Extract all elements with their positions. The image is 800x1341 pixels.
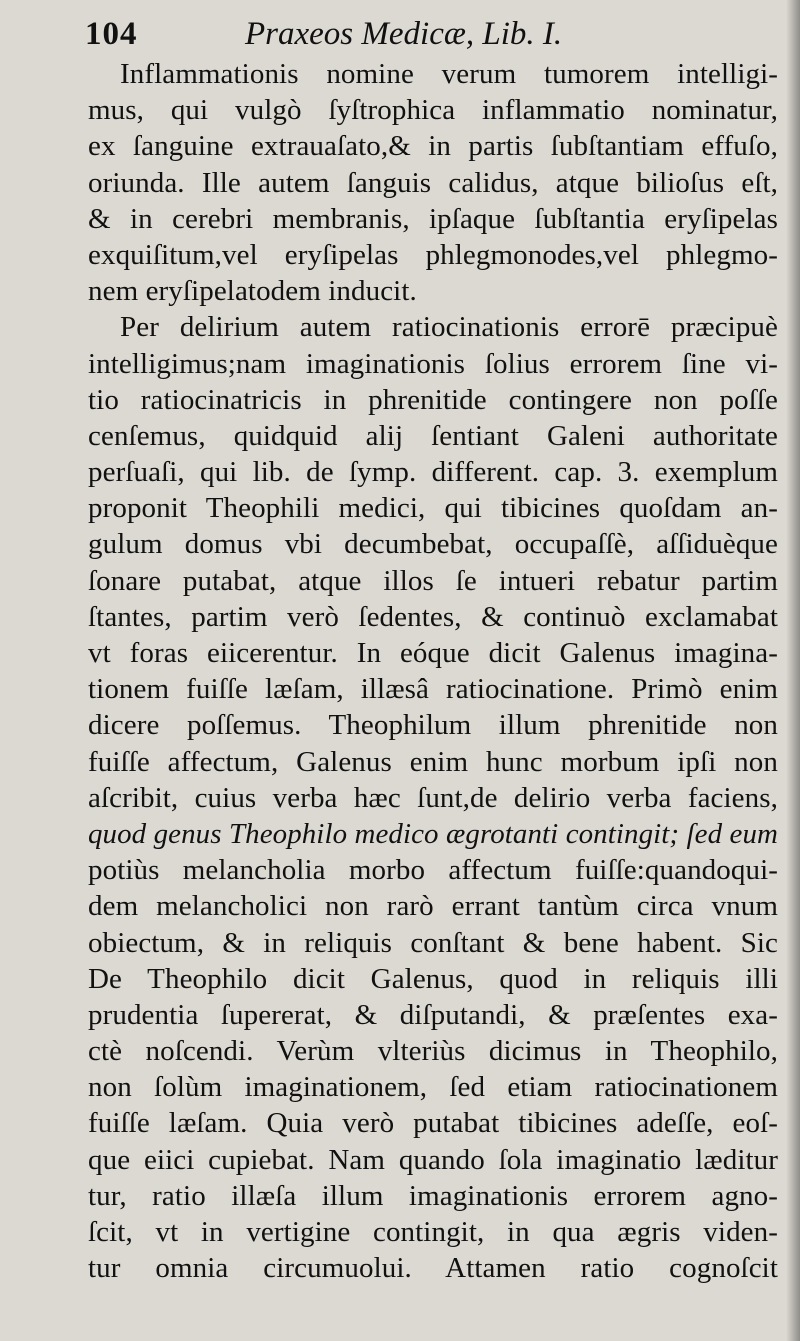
- text-line: ſonare putabat, atque illos ſe intueri rebatur partim: [88, 564, 778, 597]
- text-line: Per delirium autem ratiocinationis errorē præcipuè: [120, 311, 778, 344]
- text-line: non ſolùm imaginationem, ſed etiam ratiocinationem: [88, 1071, 778, 1104]
- text-line: tur, ratio illæſa illum imaginationis errorem agno-: [88, 1179, 778, 1212]
- page-number: 104: [85, 16, 138, 52]
- text-line: tur omnia circumuolui. Attamen ratio cognoſcit: [88, 1252, 778, 1285]
- text-line: dem melancholici non rarò errant tantùm circa vnum: [88, 890, 778, 923]
- text-line: fuiſſe affectum, Galenus enim hunc morbum ipſi non: [88, 745, 778, 778]
- text-line: gulum domus vbi decumbebat, occupaſſè, aſſiduèque: [88, 528, 778, 561]
- text-line: proponit Theophili medici, qui tibicines quoſdam an-: [88, 492, 778, 525]
- page-header: [85, 16, 765, 60]
- text-line: que eiici cupiebat. Nam quando ſola imaginatio læditur: [88, 1143, 778, 1176]
- text-line: aſcribit, cuius verba hæc ſunt,de delirio verba faciens,: [88, 781, 778, 814]
- text-line: prudentia ſupererat, & diſputandi, & præſentes exa-: [88, 998, 778, 1031]
- text-line: & in cerebri membranis, ipſaque ſubſtantia eryſipelas: [88, 202, 778, 235]
- text-line: dicere poſſemus. Theophilum illum phrenitide non: [88, 709, 778, 742]
- text-line: exquiſitum,vel eryſipelas phlegmonodes,vel phlegmo-: [88, 238, 778, 271]
- text-line: perſuaſi, qui lib. de ſymp. different. cap. 3. exemplum: [88, 456, 778, 489]
- text-line: ex ſanguine extrauaſato,& in partis ſubſtantiam effuſo,: [88, 130, 778, 163]
- text-line: tio ratiocinatricis in phrenitide contingere non poſſe: [88, 383, 778, 416]
- text-line: Inflammationis nomine verum tumorem intelligi-: [120, 58, 778, 90]
- body-text: [88, 56, 778, 1286]
- text-line: cenſemus, quidquid alij ſentiant Galeni authoritate: [88, 419, 778, 452]
- text-line: potiùs melancholia morbo affectum fuiſſe:quandoqui-: [88, 854, 778, 887]
- text-line-quotation: quod genus Theophilo medico ægrotanti contingit; ſed eum: [88, 817, 778, 850]
- text-line: ſtantes, partim verò ſedentes, & continuò exclamabat: [88, 600, 778, 633]
- running-title: Praxeos Medicæ, Lib. I.: [245, 16, 563, 52]
- text-line: tionem fuiſſe læſam, illæsâ ratiocinatione. Primò enim: [88, 673, 778, 706]
- text-line: mus, qui vulgò ſyſtrophica inflammatio nominatur,: [88, 94, 778, 127]
- text-line: nem eryſipelatodem inducit.: [88, 275, 417, 308]
- text-line: obiectum, & in reliquis conſtant & bene habent. Sic: [88, 926, 778, 959]
- text-line: fuiſſe læſam. Quia verò putabat tibicines adeſſe, eoſ-: [88, 1107, 778, 1140]
- text-line: intelligimus;nam imaginationis ſolius errorem ſine vi-: [88, 347, 778, 380]
- text-line: ctè noſcendi. Verùm vlteriùs dicimus in Theophilo,: [88, 1035, 778, 1068]
- page-edge-shadow: [786, 0, 800, 1341]
- text-line: vt foras eiicerentur. In eóque dicit Galenus imagina-: [88, 637, 778, 669]
- text-line: De Theophilo dicit Galenus, quod in reliquis illi: [88, 962, 778, 995]
- text-line: ſcit, vt in vertigine contingit, in qua ægris viden-: [88, 1216, 778, 1248]
- text-line: oriunda. Ille autem ſanguis calidus, atque bilioſus eſt,: [88, 166, 778, 199]
